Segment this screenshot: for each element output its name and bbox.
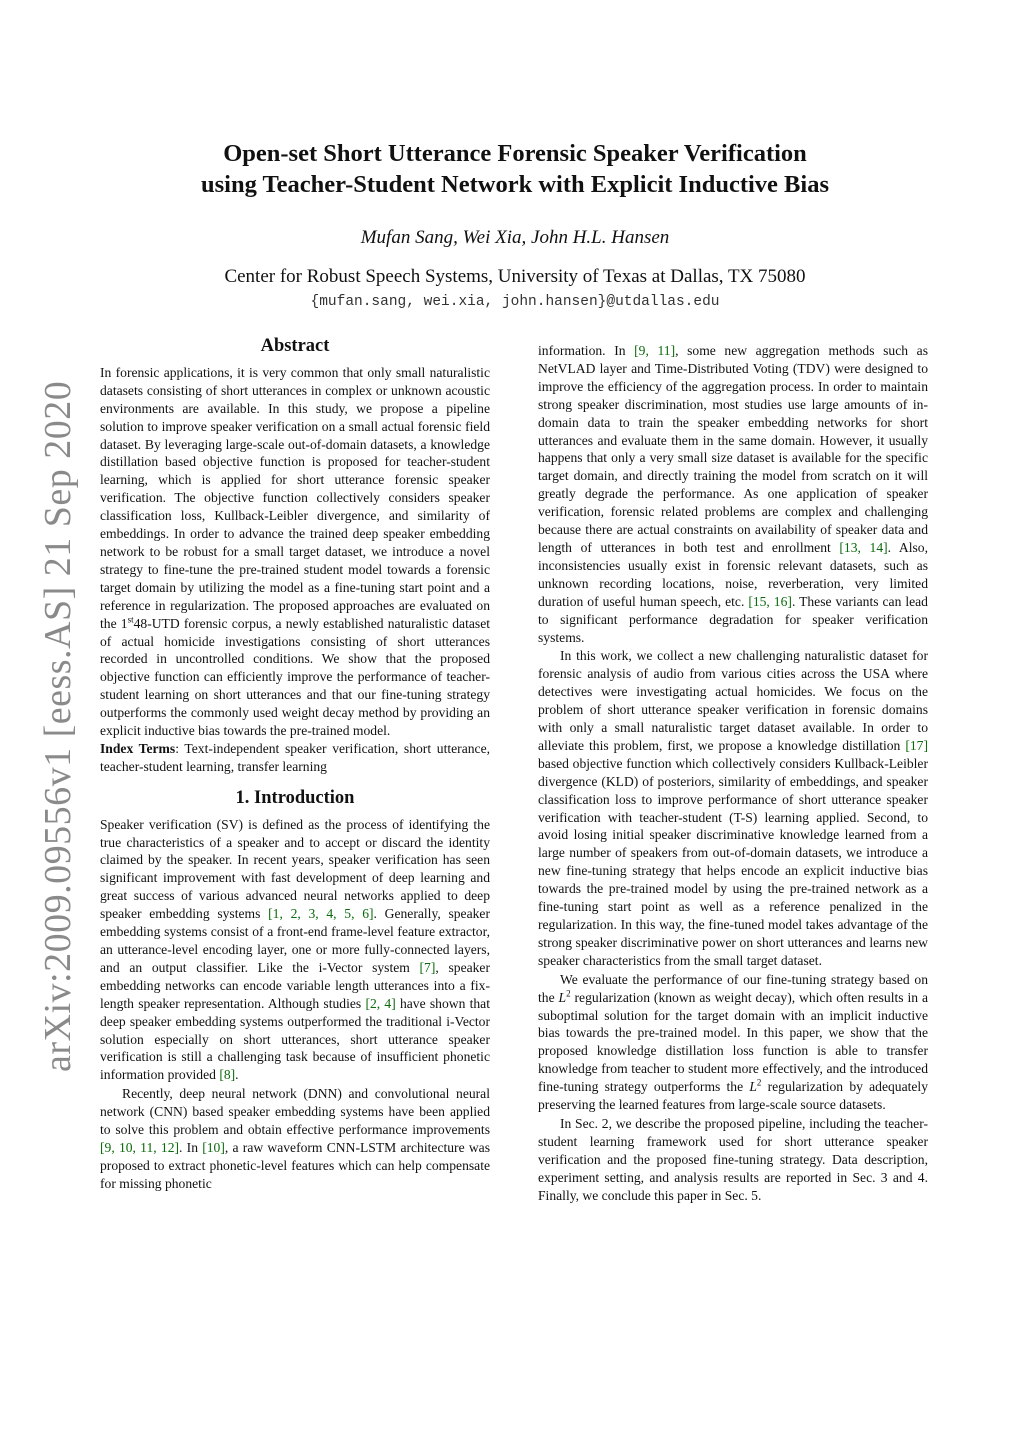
- intro-paragraph-2: Recently, deep neural network (DNN) and convolutional neural network (CNN) based speaker embedding systems have been applied to solve this problem and obtain effective performance improvements [9, 10, 11, 12]. In [10], a raw waveform CNN-LSTM architecture was proposed to extract phonetic-level features which can help compensate for missing phonetic: [100, 1086, 490, 1191]
- title-block: [100, 138, 930, 310]
- author-emails: {mufan.sang, wei.xia, john.hansen}@utdallas.edu: [310, 294, 720, 310]
- paper-title: [100, 138, 930, 200]
- introduction-heading: 1. Introduction: [235, 787, 355, 808]
- citation-link[interactable]: [17]: [905, 737, 928, 753]
- arxiv-identifier: arXiv:2009.09556v1 [eess.AS] 21 Sep 2020: [37, 380, 79, 1072]
- authors: Mufan Sang, Wei Xia, John H.L. Hansen: [360, 227, 670, 248]
- right-paragraph-4: In Sec. 2, we describe the proposed pipeline, including the teacher-student learning framework used for short utterance speaker verification and the proposed fine-tuning strategy. Data description, experiment setting, and analysis results are reported in Sec. 3 and 4. Finally, we conclude this paper in Sec. 5.: [538, 1115, 928, 1203]
- citation-link[interactable]: [9, 11]: [634, 343, 676, 358]
- citation-link[interactable]: [8]: [219, 1067, 236, 1083]
- intro-paragraph-1: Speaker verification (SV) is defined as the process of identifying the true characteristics of a speaker and to accept or discard the identity claimed by the speaker. In recent years, speaker verification has seen significant improvement with fast development of deep learning and great success of various advanced neural networks applied to deep speaker embedding systems [1, 2, 3, 4, 5, 6]. Generally, speaker embedding systems consist of a front-end frame-level feature extractor, an utterance-level encoding layer, one or more fully-connected layers, and an output classifier. Like the i-Vector system [7], speaker embedding networks can encode variable length utterances into a fix-length speaker representation. Although studies [2, 4] have shown that deep speaker embedding systems outperformed the traditional i-Vector solution especially on short utterances, short utterance speaker verification is still a challenging task because of insufficient phonetic information provided [8].: [100, 816, 490, 1083]
- left-column: [100, 338, 490, 1193]
- citation-link[interactable]: [13, 14]: [839, 539, 888, 555]
- citation-link[interactable]: [9, 10, 11, 12]: [100, 1139, 180, 1155]
- right-paragraph-1: information. In [9, 11], some new aggregation methods such as NetVLAD layer and Time-Distributed Voting (TDV) were designed to improve the efficiency of the aggregation process. In order to maintain strong speaker discrimination, most studies use large amounts of in-domain data to train the speaker embedding networks for short utterances and evaluate them in the same domain. However, it usually happens that only a very small size dataset is available for the specific target domain, and directly training the model from scratch on it will greatly degrade the performance. As one application of speaker verification, forensic related problems are complex and challenging because there are actual constraints on availability of speaker data and length of utterances in both test and enrollment [13, 14]. Also, inconsistencies usually exist in forensic relevant datasets, such as unknown recording locations, noise, reverberation, very limited duration of useful human speech, etc. [15, 16]. These variants can lead to significant performance degradation for speaker verification systems.: [538, 343, 928, 645]
- abstract-text: In forensic applications, it is very common that only small naturalistic datasets consisting of short utterances in complex or unknown acoustic environments are available. In this study, we propose a pipeline solution to improve speaker verification on a small actual forensic field dataset. By leveraging large-scale out-of-domain datasets, a knowledge distillation based objective function is proposed for teacher-student learning, which is applied for short utterance forensic speaker verification. The objective function collectively considers speaker classification loss, Kullback-Leibler divergence, and similarity of embeddings. In order to advance the trained deep speaker embedding network to be robust for a small target dataset, we introduce a novel strategy to fine-tune the pre-trained student model towards a forensic target domain by utilizing the model as a fine-tuning start point and a reference in regularization. The proposed approaches are evaluated on the 1st48-UTD forensic corpus, a newly established naturalistic dataset of actual homicide investigations consisting of short utterances recorded in uncontrolled conditions. We show that the proposed objective function can efficiently improve the performance of teacher-student learning on short utterances and that our fine-tuning strategy outperforms the commonly used weight decay method by providing an explicit inductive bias towards the pre-trained model.: [100, 364, 491, 739]
- title-line-1: Open-set Short Utterance Forensic Speaker Verification: [223, 140, 807, 167]
- citation-link[interactable]: [2, 4]: [365, 995, 396, 1011]
- citation-link[interactable]: [15, 16]: [748, 593, 792, 609]
- affiliation: Center for Robust Speech Systems, University of Texas at Dallas, TX 75080: [224, 266, 806, 287]
- citation-link[interactable]: [1, 2, 3, 4, 5, 6]: [268, 906, 374, 922]
- right-paragraph-2: In this work, we collect a new challenging naturalistic dataset for forensic analysis of audio from various cities across the USA where detectives were investigating actual homicides. We focus on the problem of short utterance speaker verification in forensic domains with only a small naturalistic target dataset available. In order to alleviate this problem, first, we propose a knowledge distillation [17] based objective function which collectively considers Kullback-Leibler divergence (KLD) of posteriors, similarity of embeddings, and speaker classification loss to improve performance of short utterance speaker verification with teacher-student (T-S) learning applied. Second, to avoid losing initial speaker discriminative knowledge learned from a large number of speakers from out-of-domain datasets, we introduce a new fine-tuning strategy that helps encode an explicit inductive bias towards the pre-trained model by using the pre-trained network as a fine-tuning start point as well as a reference penalized in the regularization. In this way, the fine-tuned model takes advantage of the strong speaker discriminative power on short utterances and learns new speaker characteristics from the small target dataset.: [538, 648, 928, 968]
- citation-link[interactable]: [10]: [202, 1139, 225, 1155]
- right-paragraph-3: We evaluate the performance of our fine-tuning strategy based on the $L^2$ regularization (known as weight decay), which often results in a suboptimal solution for the target domain with an implicit inductive bias towards the pre-trained model. In this paper, we show that the proposed knowledge distillation loss function is able to transfer knowledge from teacher to student more effectively, and the introduced fine-tuning strategy outperforms the $L^2$ regularization by adequately preserving the learned features from large-scale source datasets.: [538, 971, 928, 1113]
- title-line-2: using Teacher-Student Network with Explicit Inductive Bias: [201, 171, 829, 198]
- abstract-heading: Abstract: [260, 336, 330, 356]
- index-terms-label: Index Terms: [100, 740, 176, 756]
- right-column: [538, 342, 928, 1205]
- citation-link[interactable]: [7]: [419, 959, 436, 975]
- index-terms: Index Terms: Text-independent speaker verification, short utterance, teacher-student learning, transfer learning: [100, 740, 490, 774]
